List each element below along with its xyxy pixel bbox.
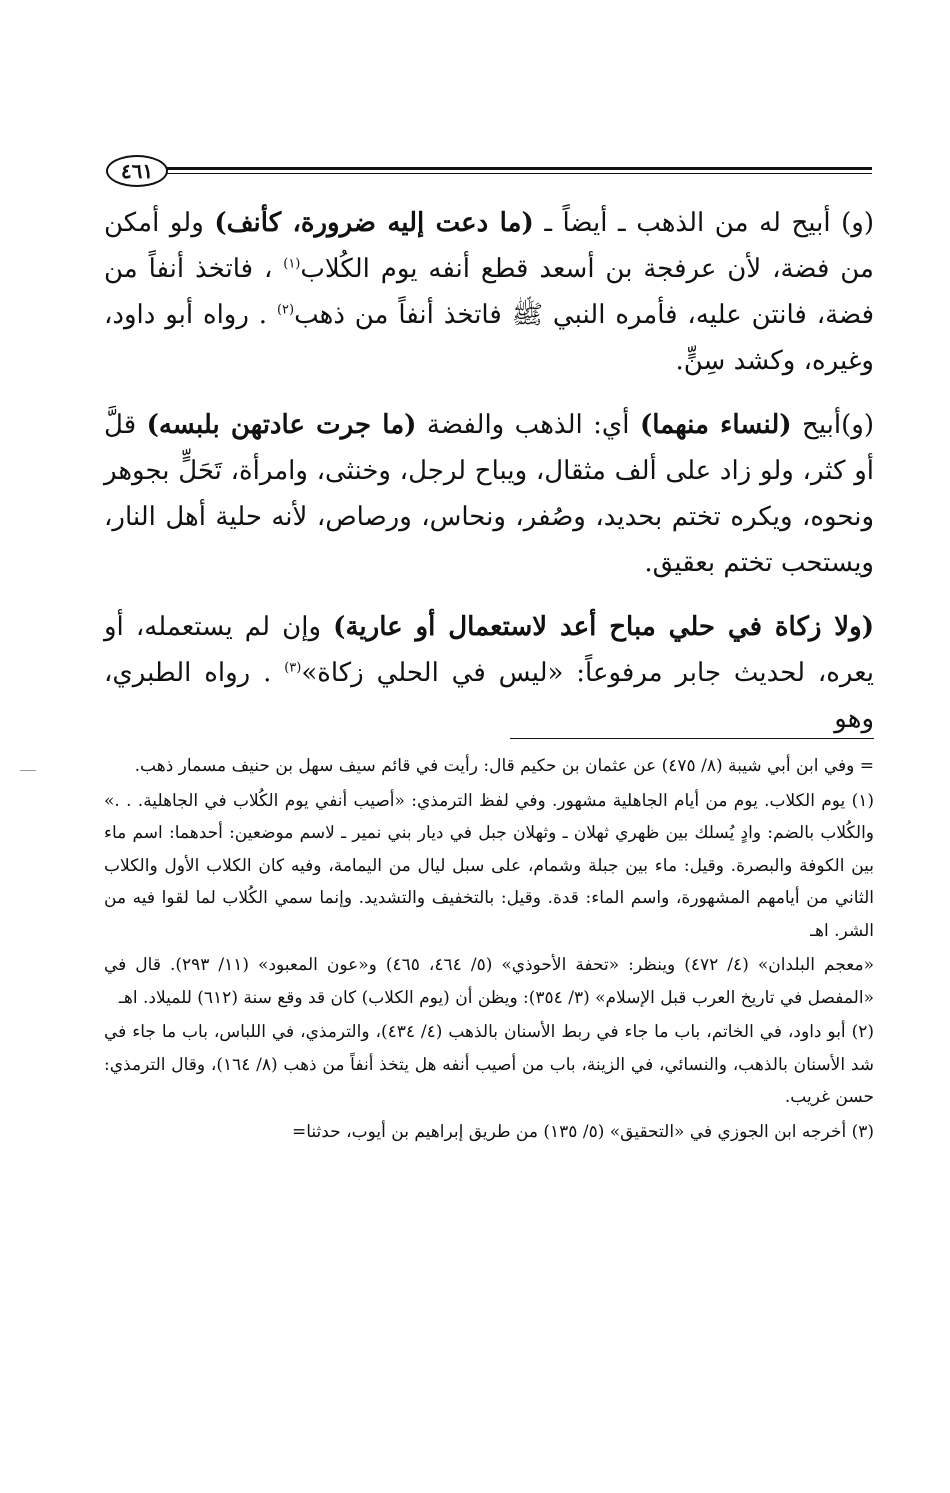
footnote-ref-3: (٣): [284, 660, 302, 676]
footnote-1-continued: «معجم البلدان» (٤/ ٤٧٢) وينظر: «تحفة الأحوذي» (٥/ ٤٦٤، ٤٦٥) و«عون المعبود» (١١/ ٢٩٣). قال في «المفصل في تاريخ العرب قبل الإسلام» (٣/ ٣٥٤): ويظن أن (يوم الكلاب) كان قد وقع سنة (٦١٢) للميلاد. اهـ: [104, 955, 875, 1008]
footnote-3: (٣) أخرجه ابن الجوزي في «التحقيق» (٥/ ١٣٥) من طريق إبراهيم بن أيوب، حدثنا=: [292, 1121, 874, 1142]
paragraph-1: [104, 200, 874, 384]
footnote-2: (٢) أبو داود، في الخاتم، باب ما جاء في ربط الأسنان بالذهب (٤/ ٤٣٤)، والترمذي، في اللباس، باب ما جاء في شد الأسنان بالذهب، والنسائي، في الزينة، باب من أصيب أنفه هل يتخذ أنفاً من ذهب (٨/ ١٦٤)، وقال الترمذي: حسن غريب.: [104, 1022, 874, 1107]
p1-text-4: . رواه أبو داود، وغيره، وكشد سِنٍّ.: [104, 300, 874, 376]
p1-text-1: (و) أبيح له من الذهب ـ أيضاً ـ: [533, 208, 874, 238]
p2-text-2: أي: الذهب والفضة: [416, 410, 640, 440]
p2-text-3: قلَّ أو كثر، ولو زاد على ألف مثقال، ويباح لرجل، وخنثى، وامرأة، تَحَلٍّ بجوهر ونحوه، ويكره تختم بحديد، وصُفر، ونحاس، ورصاص، لأنه حلية أهل النار، ويستحب تختم بعقيق.: [104, 410, 874, 578]
p1-text-2: ولو أمكن من فضة، لأن عرفجة بن أسعد قطع أنفه يوم الكُلاب: [104, 208, 874, 284]
footnote-1: (١) يوم الكلاب. يوم من أيام الجاهلية مشهور. وفي لفظ الترمذي: «أصيب أنفي يوم الكُلاب في الجاهلية. . .» والكُلاب بالضم: وادٍ يُسلك بين ظهري ثهلان ـ وثهلان جبل في ديار بني نمير ـ لاسم موضعين: أحدهما: اسم ماء بين الكوفة والبصرة. وقيل: ماء بين جبلة وشمام، على سبل ليال من اليمامة، وفيه كان الكلاب الأول والكلاب الثاني من أيامهم المشهورة، واسم الماء: قدة. وقيل: بالتخفيف والتشديد. وإنما سمي الكُلاب لما لقوا فيه من الشر. اهـ: [104, 790, 874, 941]
p3-text-1: وإن لم يستعمله، أو يعره، لحديث جابر مرفوعاً: «ليس في الحلي زكاة»: [104, 612, 874, 688]
p2-text-1: (و)أبيح: [791, 410, 874, 440]
p1-matn-1: (ما دعت إليه ضرورة، كأنف): [214, 208, 534, 238]
paragraph-2: [104, 402, 874, 586]
header-rule-thin: [166, 173, 872, 174]
main-text: [104, 200, 874, 760]
footnote-ref-1: (١): [283, 256, 301, 272]
margin-mark: [20, 770, 36, 771]
p3-matn-1: (ولا زكاة في حلي مباح أعد لاستعمال أو عارية): [333, 612, 874, 642]
p2-matn-2: (ما جرت عادتهن بلبسه): [146, 410, 417, 440]
footnote-separator: [510, 738, 874, 739]
p3-text-2: . رواه الطبري، وهو: [104, 658, 874, 734]
footnote-ref-2: (٢): [276, 302, 295, 318]
page-number: ٤٦١: [106, 155, 168, 187]
paragraph-3: [104, 604, 874, 742]
footnotes: [104, 750, 874, 1150]
page-header: [106, 155, 872, 189]
header-rule-thick: [166, 167, 872, 170]
footnote-continuation: = وفي ابن أبي شيبة (٨/ ٤٧٥) عن عثمان بن حكيم قال: رأيت في قائم سيف سهل بن حنيف مسمار ذهب.: [134, 756, 874, 776]
p1-text-3: ، فاتخذ أنفاً من فضة، فانتن عليه، فأمره النبي ﷺ فاتخذ أنفاً من ذهب: [104, 254, 875, 330]
p2-matn-1: (لنساء منهما): [639, 410, 792, 440]
